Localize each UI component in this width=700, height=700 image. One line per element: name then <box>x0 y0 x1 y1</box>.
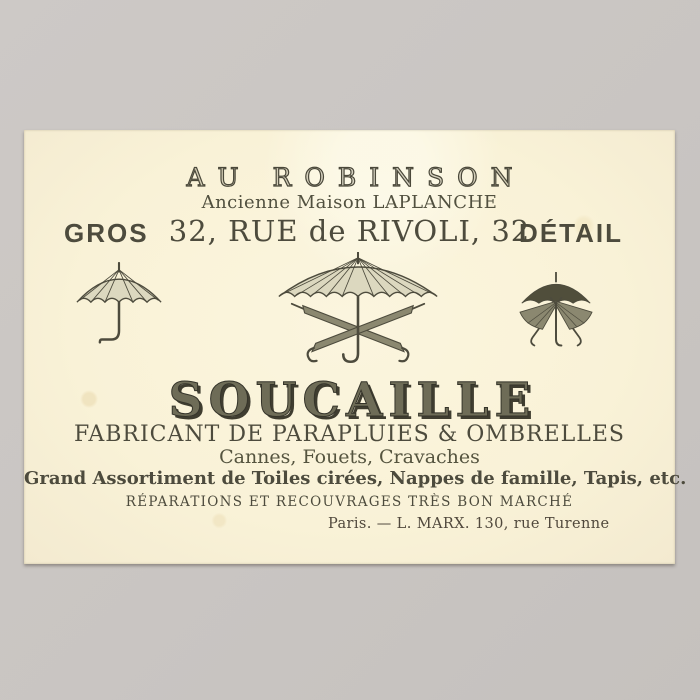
trade-line: FABRICANT DE PARAPLUIES & OMBRELLES <box>74 422 625 447</box>
open-umbrella-icon <box>70 262 168 350</box>
brand-name: SOUCAILLE <box>168 373 537 428</box>
crossed-umbrellas-icon <box>266 252 450 374</box>
products-line: Cannes, Fouets, Cravaches <box>219 446 480 468</box>
former-house-line: Ancienne Maison LAPLANCHE <box>201 192 498 213</box>
parasol-group-icon <box>502 272 610 356</box>
retail-label: DÉTAIL <box>519 218 623 248</box>
umbrella-left-illustration <box>70 262 168 350</box>
umbrella-right-illustration <box>502 272 610 356</box>
umbrella-center-illustration <box>266 252 450 374</box>
shop-sign: AU ROBINSON <box>186 163 526 192</box>
address-row <box>24 214 675 250</box>
services-line: RÉPARATIONS ET RECOUVRAGES TRÈS BON MARCHÉ <box>125 494 574 510</box>
printer-line: Paris. — L. MARX. 130, rue Turenne <box>328 516 610 532</box>
trade-card <box>24 130 687 564</box>
wholesale-label: GROS <box>64 218 149 248</box>
address-line: 32, RUE de RIVOLI, 32 <box>168 214 531 248</box>
assortment-line: Grand Assortiment de Toiles cirées, Nappes de famille, Tapis, etc. <box>24 468 687 489</box>
